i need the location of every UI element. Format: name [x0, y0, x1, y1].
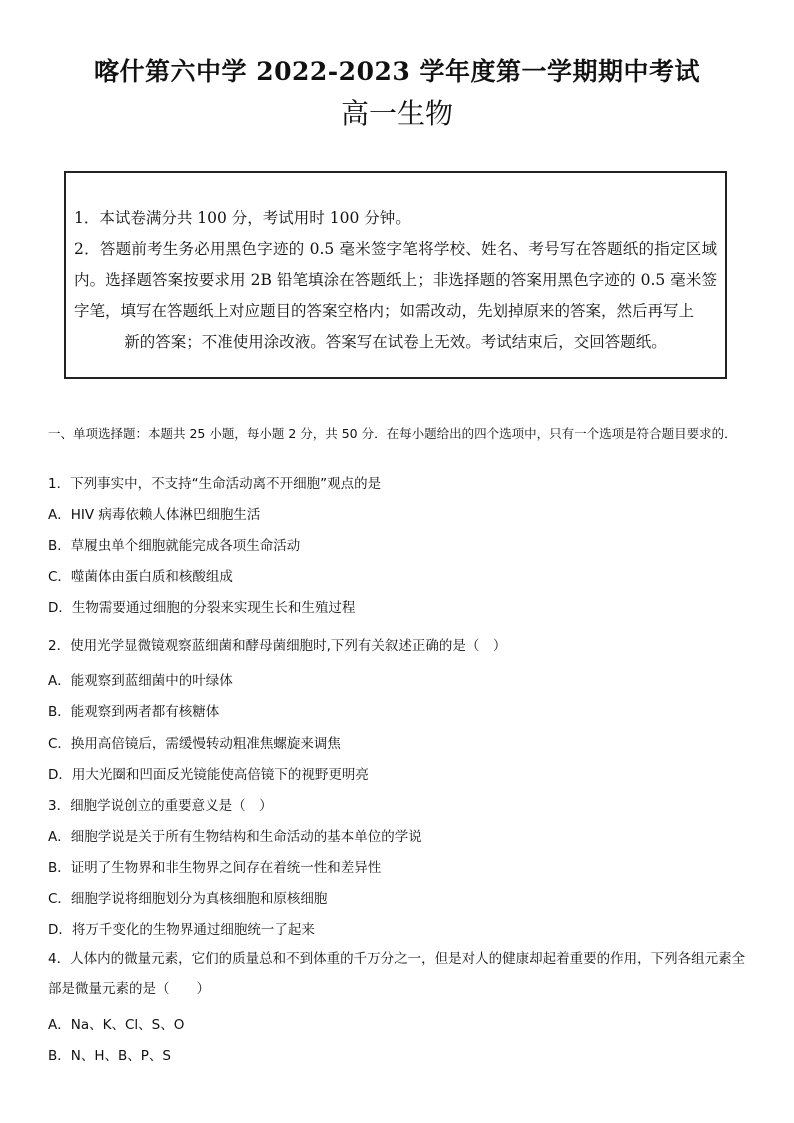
question-2-option-c: C．换用高倍镜后，需缓慢转动粗准焦螺旋来调焦 [48, 736, 341, 752]
question-1-option-c: C．噬菌体由蛋白质和核酸组成 [48, 569, 233, 585]
question-1-option-b: B．草履虫单个细胞就能完成各项生命活动 [48, 538, 301, 554]
notice-item-2-end: 新的答案；不准使用涂改液。答案写在试卷上无效。考试结束后，交回答题纸。 [124, 333, 667, 351]
exam-notice-box [64, 171, 727, 379]
exam-title: 喀什第六中学 2022-2023 学年度第一学期期中考试 [94, 57, 700, 86]
question-3-stem: 3．细胞学说创立的重要意义是（ ） [48, 798, 273, 814]
question-3-option-a: A．细胞学说是关于所有生物结构和生命活动的基本单位的学说 [48, 829, 422, 845]
section-instruction: 一、单项选择题：本题共 25 小题，每小题 2 分，共 50 分．在每小题给出的四个选项中，只有一个选项是符合题目要求的． [48, 426, 737, 441]
question-3-option-b: B．证明了生物界和非生物界之间存在着统一性和差异性 [48, 860, 382, 876]
question-4-option-a: A．Na、K、Cl、S、O [48, 1017, 185, 1033]
question-3-option-c: C．细胞学说将细胞划分为真核细胞和原核细胞 [48, 891, 328, 907]
question-1-stem: 1．下列事实中，不支持“生命活动离不开细胞”观点的是 [48, 476, 382, 492]
notice-item-1: 1．本试卷满分共 100 分，考试用时 100 分钟。 [74, 209, 411, 227]
question-4-option-b: B．N、H、B、P、S [48, 1048, 171, 1064]
question-2-option-b: B．能观察到两者都有核糖体 [48, 704, 220, 720]
question-2-stem: 2．使用光学显微镜观察蓝细菌和酵母菌细胞时,下列有关叙述正确的是（ ） [48, 638, 507, 654]
question-4-stem: 4．人体内的微量元素，它们的质量总和不到体重的千万分之一，但是对人的健康却起着重要的作用，下列各组元素全部是微量元素的是（ ） [48, 951, 746, 997]
question-2-option-a: A．能观察到蓝细菌中的叶绿体 [48, 673, 233, 689]
question-3-option-d: D．将万千变化的生物界通过细胞统一了起来 [48, 922, 315, 938]
question-1-option-d: D．生物需要通过细胞的分裂来实现生长和生殖过程 [48, 600, 356, 616]
exam-subject: 高一生物 [340, 97, 453, 130]
question-2-option-d: D．用大光圈和凹面反光镜能使高倍镜下的视野更明亮 [48, 767, 369, 783]
notice-item-2: 2．答题前考生务必用黑色字迹的 0.5 毫米签字笔将学校、姓名、考号写在答题纸的指定区域内。选择题答案按要求用 2B 铅笔填涂在答题纸上；非选择题的答案用黑色字迹的 0.5 毫米签字笔，填写在答题纸上对应题目的答案空格内；如需改动，先划掉原来的答案，然后再写上 [74, 240, 717, 320]
question-1-option-a: A．HIV 病毒依赖人体淋巴细胞生活 [48, 507, 261, 523]
